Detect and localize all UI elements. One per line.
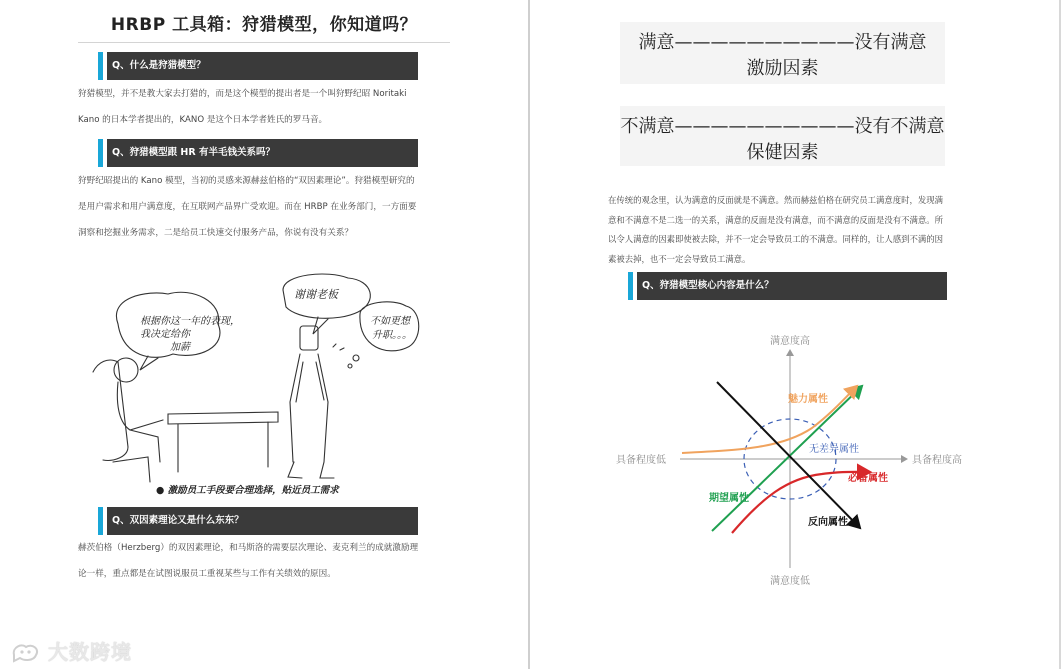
one-dimensional-label: 期望属性 [709, 493, 749, 504]
paragraph-line: 赫茨伯格（Herzberg）的双因素理论，和马斯洛的需要层次理论、麦克利兰的成就激励理 [78, 543, 419, 553]
paragraph-line: 狩猎模型，并不是教大家去打猎的，而是这个模型的提出者是一个叫狩野纪昭 Noritaki [78, 89, 407, 99]
factor-label: 保健因素 [746, 142, 819, 163]
paragraph-line: 是用户需求和用户满意度，在互联网产品界广受欢迎。而在 HRBP 在业务部门，一方面要 [78, 202, 417, 212]
paragraph-line: 意和不满意不是二选一的关系，满意的反面是没有满意，而不满意的反面是没有不满意。所 [608, 214, 943, 225]
section-heading-text: Q、狩猎模型跟 HR 有半毛钱关系吗？ [107, 139, 418, 167]
axis-label-left: 具备程度低 [616, 455, 666, 466]
factor-image-1 [620, 22, 945, 84]
paragraph-2 [78, 168, 416, 246]
axis-label-bottom: 满意度低 [770, 576, 810, 587]
section-heading-text: Q、狩猎模型核心内容是什么？ [637, 272, 947, 300]
paragraph-line: Kano 的日本学者提出的，KANO 是这个日本学者姓氏的罗马音。 [78, 115, 328, 125]
reverse-label: 反向属性 [808, 517, 848, 528]
watermark [10, 636, 132, 665]
paragraph-line: 狩野纪昭提出的 Kano 模型，当初的灵感来源赫兹伯格的“双因素理论”。狩猎模型研究的 [78, 176, 415, 186]
paragraph-line: 以令人满意的因素即使被去除，并不一定会导致员工的不满意。同样的，让人感到不满的因 [608, 234, 943, 244]
factor-label: 激励因素 [746, 58, 819, 79]
attractive-label: 魅力属性 [788, 394, 828, 405]
factor-scale-line: 满意——————————没有满意 [638, 32, 927, 53]
section-heading-3 [98, 507, 418, 535]
paragraph-line: 论一样，重点都是在试图说服员工重视某些与工作有关绩效的原因。 [78, 569, 336, 579]
section-heading-1 [98, 52, 418, 80]
watermark-text: 大数跨境 [47, 640, 132, 664]
page-title: HRBP 工具箱：狩猎模型，你知道吗？ [110, 15, 418, 35]
must-be-label: 必备属性 [848, 473, 888, 484]
boss-speech-line: 我决定给你 [140, 329, 190, 340]
cartoon-caption: ● 激励员工手段要合理选择，贴近员工需求 [156, 485, 339, 496]
title-divider [78, 42, 450, 43]
indifferent-label: 无差异属性 [809, 444, 859, 455]
section-heading-4 [628, 272, 947, 300]
employee-speech: 谢谢老板 [294, 288, 338, 301]
paragraph-3 [78, 535, 418, 587]
right-paragraph [608, 191, 943, 269]
paragraph-1 [78, 81, 407, 133]
watermark-logo-icon [10, 641, 40, 663]
paragraph-line: 素被去掉，也不一定会导致员工满意。 [608, 253, 751, 264]
accent-bar [628, 272, 633, 300]
accent-bar [98, 507, 103, 535]
boss-speech-line: 加薪 [170, 342, 190, 353]
left-page [0, 0, 528, 669]
axis-label-top: 满意度高 [770, 336, 810, 347]
axis-label-right: 具备程度高 [912, 455, 962, 466]
factor-image-2 [620, 106, 945, 166]
cartoon-illustration [88, 262, 433, 502]
kano-model-diagram [612, 328, 977, 588]
thought-line: 不如更想 [370, 316, 410, 327]
boss-speech-line: 根据你这一年的表现， [140, 316, 240, 327]
section-heading-2 [98, 139, 418, 167]
accent-bar [98, 52, 103, 80]
section-heading-text: Q、双因素理论又是什么东东？ [107, 507, 418, 535]
accent-bar [98, 139, 103, 167]
factor-scale-line: 不满意——————————没有不满意 [620, 116, 945, 137]
paragraph-line: 在传统的观念里，认为满意的反面就是不满意。然而赫兹伯格在研究员工满意度时，发现满 [608, 195, 943, 205]
section-heading-text: Q、什么是狩猎模型？ [107, 52, 418, 80]
paragraph-line: 洞察和挖掘业务需求，二是给员工快速交付服务产品，你说有没有关系？ [78, 228, 354, 238]
thought-line: 升职。。。 [372, 330, 412, 341]
attractive-curve [682, 386, 857, 453]
